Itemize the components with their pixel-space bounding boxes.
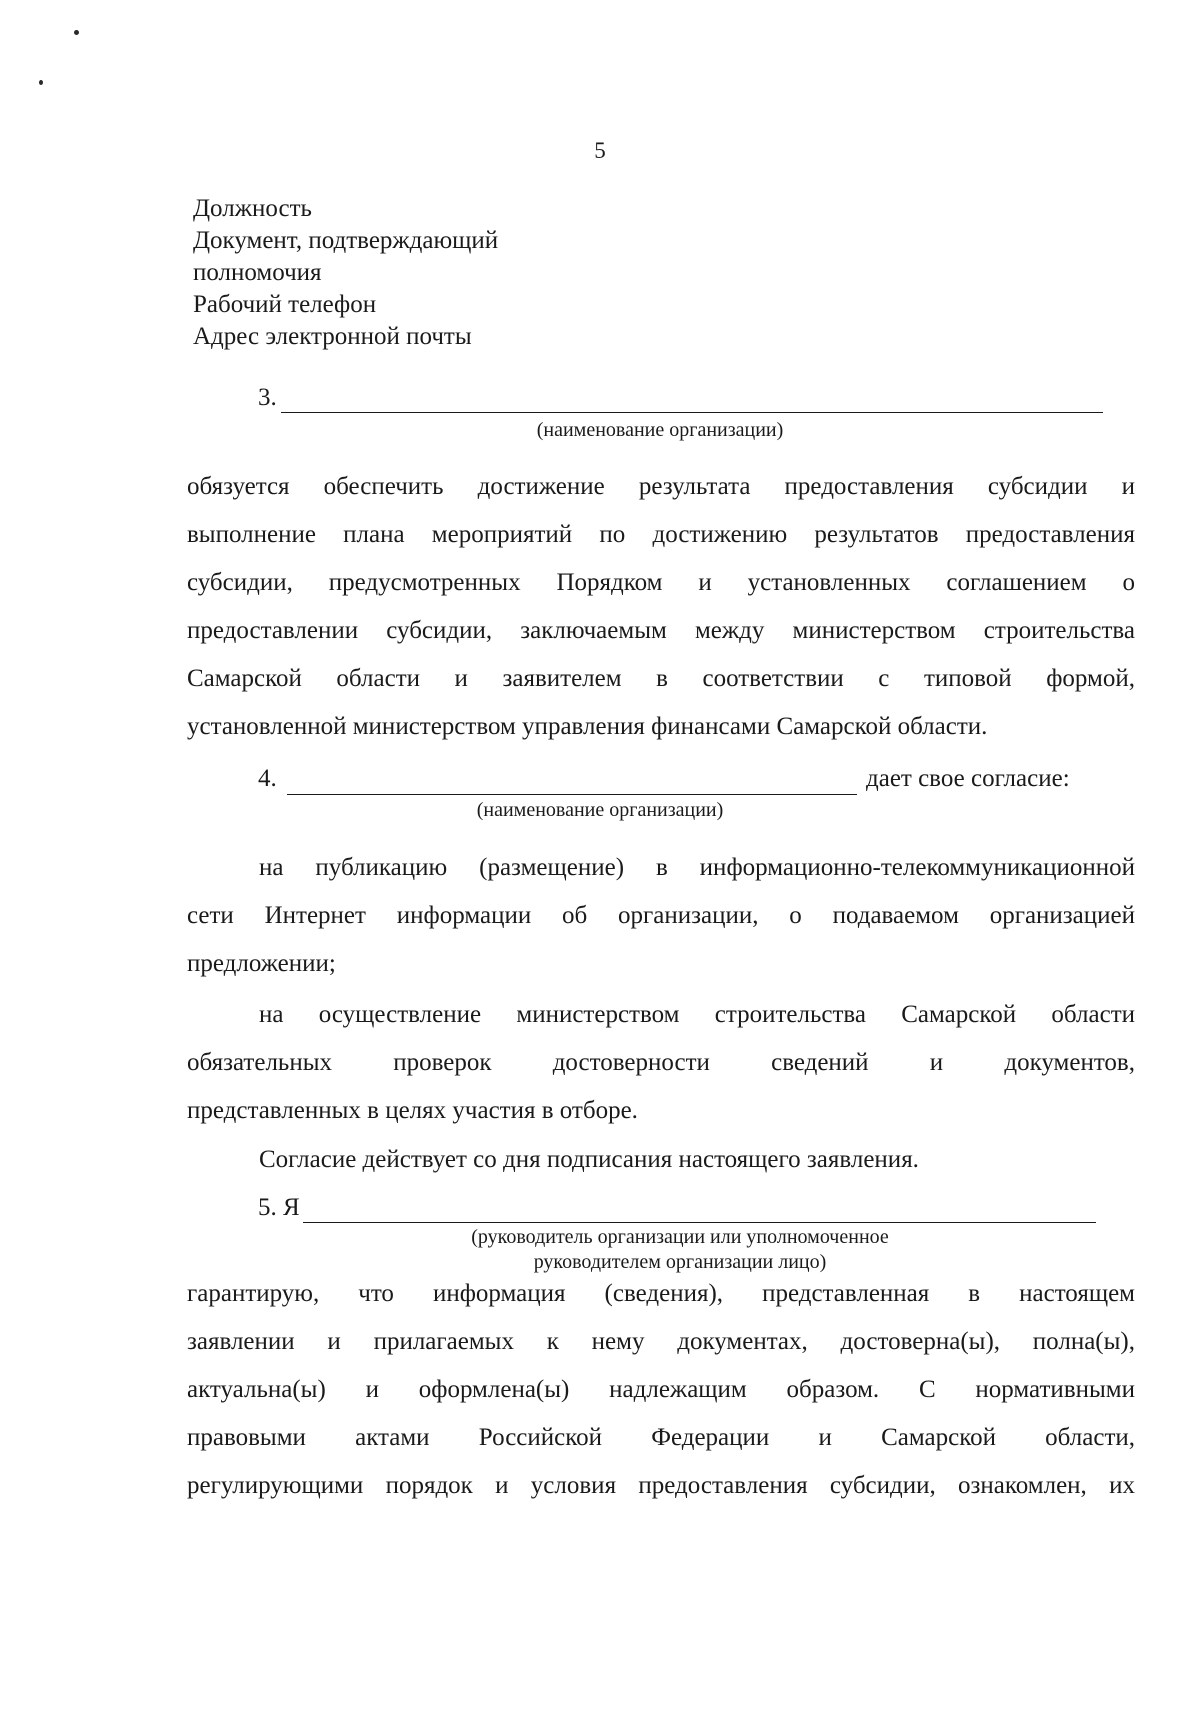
- item-5-person-blank: [303, 1222, 1096, 1223]
- field-work-phone-label: Рабочий телефон: [193, 291, 377, 318]
- item-5-line: регулирующими порядок и условия предоставления субсидии, ознакомлен, их: [187, 1472, 1135, 1499]
- item-3-caption: (наименование организации): [536, 419, 784, 441]
- item-3-line: Самарской области и заявителем в соответствии с типовой формой,: [187, 665, 1135, 692]
- consent-publication-line: предложении;: [187, 950, 336, 977]
- item-3-line: предоставлении субсидии, заключаемым между министерством строительства: [187, 617, 1135, 644]
- item-3-line: обязуется обеспечить достижение результата предоставления субсидии и: [187, 473, 1135, 500]
- scan-speck: [39, 80, 43, 85]
- item-5-number: 5. Я: [258, 1194, 300, 1221]
- item-4-caption: (наименование организации): [476, 799, 724, 821]
- field-authority-document-label: Документ, подтверждающий: [193, 227, 499, 254]
- consent-publication-line: на публикацию (размещение) в информационно-телекоммуникационной: [259, 854, 1135, 881]
- item-3-organization-blank: [281, 412, 1103, 413]
- item-5-caption-line-2: руководителем организации лицо): [533, 1251, 827, 1273]
- item-3-line: установленной министерством управления финансами Самарской области.: [187, 713, 988, 740]
- item-5-line: гарантирую, что информация (сведения), представленная в настоящем: [187, 1280, 1135, 1307]
- consent-checks-line: представленных в целях участия в отборе.: [187, 1097, 638, 1124]
- item-4-organization-blank: [287, 794, 857, 795]
- item-4-number: 4.: [258, 765, 277, 792]
- item-3-number: 3.: [258, 384, 277, 411]
- page-number: 5: [594, 138, 606, 163]
- field-authority-document-label-cont: полномочия: [193, 259, 322, 286]
- item-5-line: актуальна(ы) и оформлена(ы) надлежащим образом. С нормативными: [187, 1376, 1135, 1403]
- consent-publication-line: сети Интернет информации об организации, о подаваемом организацией: [187, 902, 1135, 929]
- scan-speck: [74, 30, 79, 35]
- item-3-line: выполнение плана мероприятий по достижению результатов предоставления: [187, 521, 1135, 548]
- field-position-label: Должность: [193, 195, 312, 222]
- item-3-line: субсидии, предусмотренных Порядком и установленных соглашением о: [187, 569, 1135, 596]
- item-4-consent-suffix: дает свое согласие:: [866, 765, 1070, 792]
- item-5-caption-line-1: (руководитель организации или уполномоченное: [471, 1226, 889, 1248]
- item-5-line: заявлении и прилагаемых к нему документах, достоверна(ы), полна(ы),: [187, 1328, 1135, 1355]
- consent-checks-line: обязательных проверок достоверности сведений и документов,: [187, 1049, 1135, 1076]
- item-5-line: правовыми актами Российской Федерации и Самарской области,: [187, 1424, 1135, 1451]
- field-email-label: Адрес электронной почты: [193, 323, 472, 350]
- consent-validity: Согласие действует со дня подписания настоящего заявления.: [259, 1146, 919, 1173]
- consent-checks-line: на осуществление министерством строительства Самарской области: [259, 1001, 1135, 1028]
